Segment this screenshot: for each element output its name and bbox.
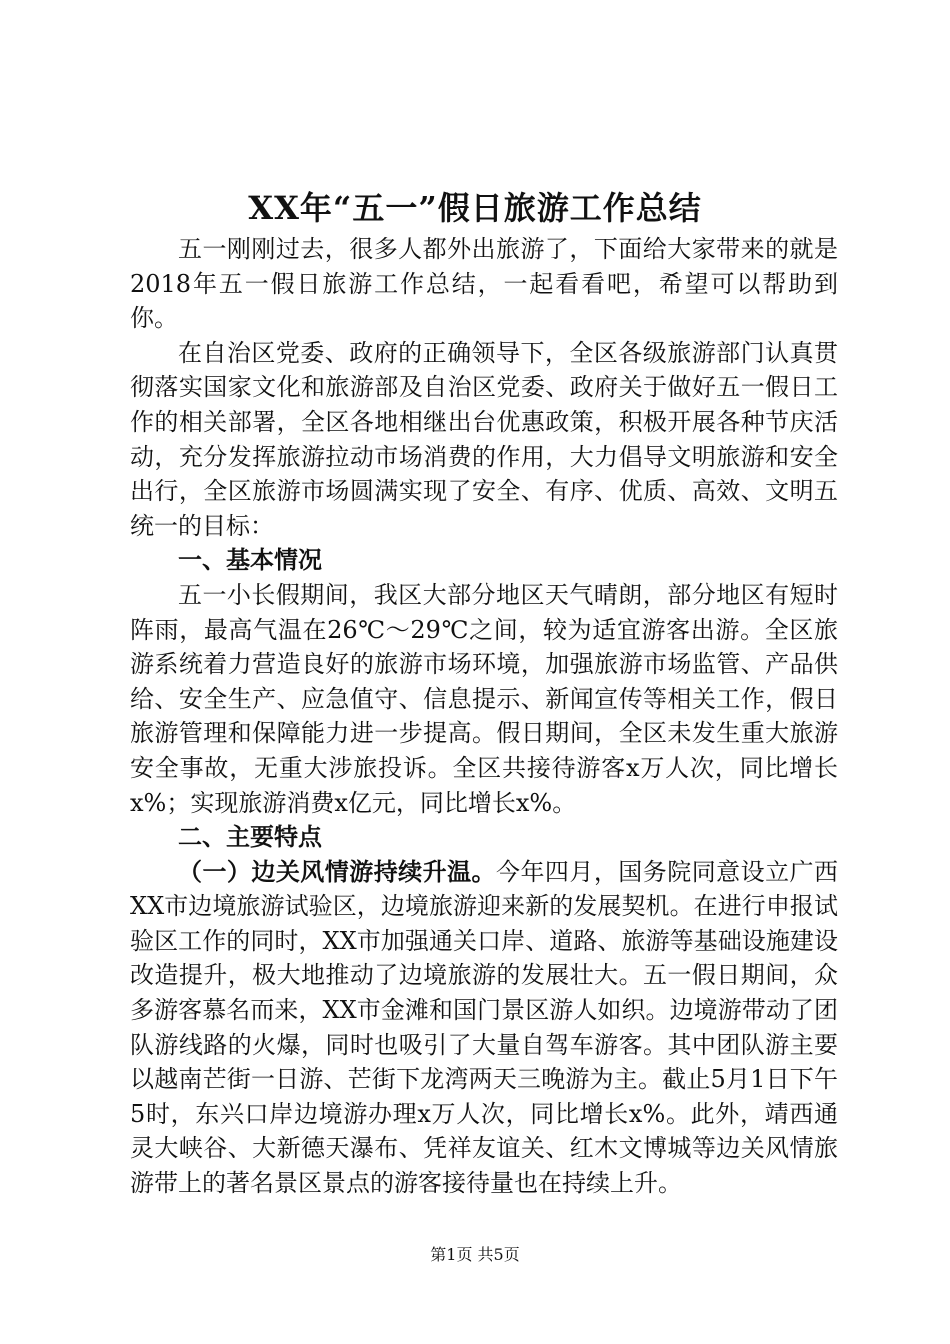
feature-point-1 [130,855,838,1201]
document-body [130,232,838,1201]
feature-point-1-text: 今年四月，国务院同意设立广西XX市边境旅游试验区，边境旅游迎来新的发展契机。在进行申报试验区工作的同时，XX市加强通关口岸、道路、旅游等基础设施建设改造提升，极大地推动了边境旅游的发展壮大。五一假日期间，众多游客慕名而来，XX市金滩和国门景区游人如织。边境游带动了团队游线路的火爆，同时也吸引了大量自驾车游客。其中团队游主要以越南芒街一日游、芒街下龙湾两天三晚游为主。截止5月1日下午5时，东兴口岸边境游办理x万人次，同比增长x%。此外，靖西通灵大峡谷、大新德天瀑布、凭祥友谊关、红木文博城等边关风情旅游带上的著名景区景点的游客接待量也在持续上升。 [130,857,838,1198]
intro-paragraph: 五一刚刚过去，很多人都外出旅游了，下面给大家带来的就是2018年五一假日旅游工作总结，一起看看吧，希望可以帮助到你。 [130,235,838,333]
basic-situation-paragraph: 五一小长假期间，我区大部分地区天气晴朗，部分地区有短时阵雨，最高气温在26℃～29℃之间，较为适宜游客出游。全区旅游系统着力营造良好的旅游市场环境，加强旅游市场监管、产品供给、安全生产、应急值守、信息提示、新闻宣传等相关工作，假日旅游管理和保障能力进一步提高。假日期间，全区未发生重大旅游安全事故，无重大涉旅投诉。全区共接待游客x万人次，同比增长x%；实现旅游消费x亿元，同比增长x%。 [130,580,838,817]
page-footer: 第1页 共5页 [430,1245,520,1264]
document-title: XX年“五一”假日旅游工作总结 [248,189,702,227]
overview-paragraph: 在自治区党委、政府的正确领导下，全区各级旅游部门认真贯彻落实国家文化和旅游部及自治区党委、政府关于做好五一假日工作的相关部署，全区各地相继出台优惠政策，积极开展各种节庆活动，充分发挥旅游拉动市场消费的作用，大力倡导文明旅游和安全出行，全区旅游市场圆满实现了安全、有序、优质、高效、文明五统一的目标： [130,338,838,540]
section-heading-basic: 一、基本情况 [178,545,322,575]
section-heading-features: 二、主要特点 [178,822,322,852]
feature-point-1-lead: （一）边关风情游持续升温。 [178,856,496,886]
